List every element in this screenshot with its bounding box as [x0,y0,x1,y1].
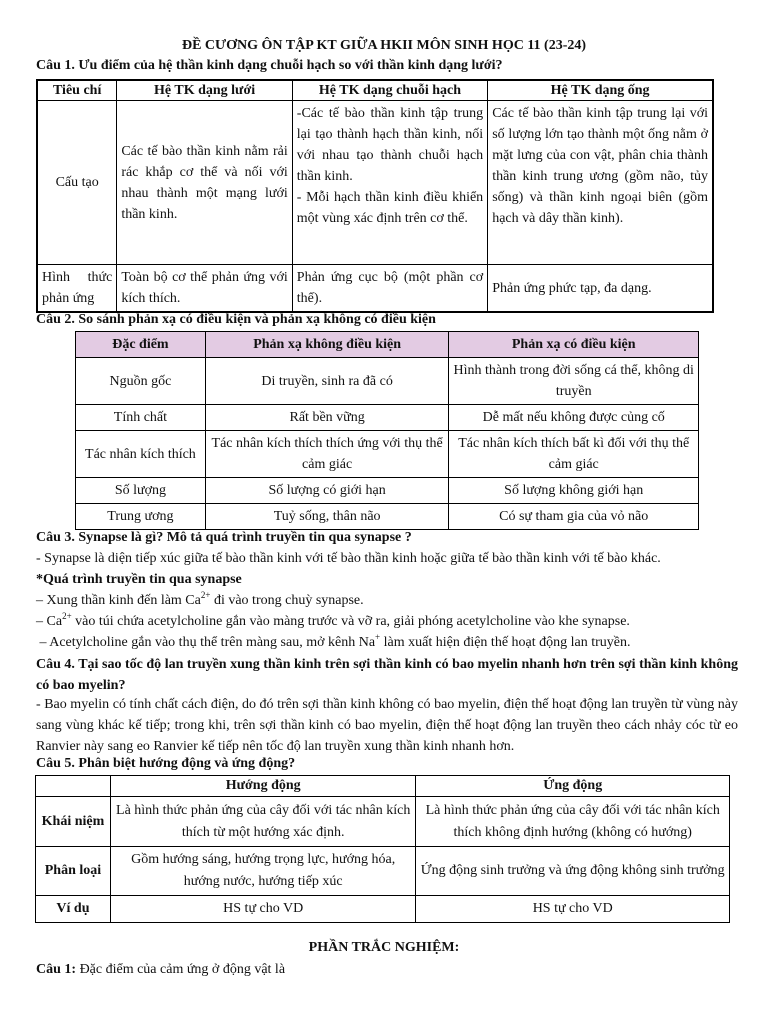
table-cell: Hình thành trong đời sống cá thể, không di truyền [449,358,699,405]
table-cell: Tác nhân kích thích [76,431,206,478]
step-text: đi vào trong chuỳ synapse. [210,593,364,608]
header-cell: Phản xạ không điều kiện [205,332,449,358]
question-text: Đặc điểm của cảm ứng ở động vật là [76,962,286,977]
table-row [36,797,730,847]
criterion-cell: Cấu tạo [37,101,117,265]
header-cell: Phản xạ có điều kiện [449,332,699,358]
step-text: làm xuất hiện điện thế hoạt động lan truyền. [380,635,631,650]
q1-comparison-table [36,79,714,313]
q4-answer: - Bao myelin có tính chất cách điện, do đó trên sợi thần kinh không có bao myelin, điện thế hoạt động lan truyền từ vùng này sang vùng khác kế tiếp; trong khi, trên sợi thần kinh có bao myelin, điện thế hoạt động lan truyền theo cách nhảy cóc từ eo Ranvier này sang eo Ranvier kế tiếp nên tốc độ lan truyền xung thần kinh nhanh hơn. [36,697,738,754]
table-cell: Di truyền, sinh ra đã có [205,358,449,405]
q3-heading: Câu 3. Synapse là gì? Mô tả quá trình truyền tin qua synapse ? [36,530,412,545]
q3-process-title: *Quá trình truyền tin qua synapse [36,572,242,587]
table-cell: Có sự tham gia của vỏ não [449,504,699,530]
mc-question-1 [36,962,285,978]
table-cell: Gồm hướng sáng, hướng trọng lực, hướng hóa, hướng nước, hướng tiếp xúc [110,847,416,896]
tube-cell: Các tế bào thần kinh tập trung lại với số lượng lớn tạo thành một ống nằm ở mặt lưng của con vật, phân chia thành thần kinh trung ương (gồm não, tủy sống) và thần kinh ngoại biên (gồm hạch và dây thần kinh). [488,101,713,265]
table-cell: HS tự cho VD [110,896,416,923]
ganglion-cell: -Các tế bào thần kinh tập trung lại tạo thành hạch thần kinh, nối với nhau tạo thành chuỗi hạch thần kinh. - Mỗi hạch thần kinh điều khiển một vùng xác định trên cơ thể. [292,101,487,265]
superscript: 2+ [62,611,72,621]
q3-definition: - Synapse là diện tiếp xúc giữa tế bào thần kinh với tế bào thần kinh hoặc giữa tế bào thần kinh với tế bào khác. [36,551,661,566]
step-text: – Acetylcholine gắn vào thụ thể trên màng sau, mở kênh Na [36,635,376,650]
q3-step-2 [36,611,630,630]
header-cell [36,776,111,797]
row-header-cell: Ví dụ [36,896,111,923]
ganglion-cell: Phản ứng cục bộ (một phần cơ thể). [292,265,487,313]
table-cell: Tính chất [76,405,206,431]
header-cell: Hướng động [110,776,416,797]
net-cell: Các tế bào thần kinh nằm rải rác khắp cơ thể và nối với nhau thành một mạng lưới thần kinh. [117,101,292,265]
table-row [37,265,713,313]
q2-reflex-table [75,331,699,530]
table-cell: Ứng động sinh trưởng và ứng động không sinh trưởng [416,847,730,896]
table-cell: Số lượng không giới hạn [449,478,699,504]
table-cell: Số lượng có giới hạn [205,478,449,504]
q3-step-3 [36,632,631,651]
header-cell: Hệ TK dạng ống [488,80,713,101]
table-header-row [76,332,699,358]
table-cell: Là hình thức phản ứng của cây đối với tác nhân kích thích từ một hướng xác định. [110,797,416,847]
document-title: ĐỀ CƯƠNG ÔN TẬP KT GIỮA HKII MÔN SINH HỌC 11 (23-24) [181,38,587,53]
superscript: + [375,632,381,642]
table-row [76,405,699,431]
table-row [76,504,699,530]
table-row [36,847,730,896]
table-row [76,358,699,405]
table-cell: Trung ương [76,504,206,530]
table-cell: Dễ mất nếu không được củng cố [449,405,699,431]
table-cell: Tác nhân kích thích thích ứng với thụ thể cảm giác [205,431,449,478]
table-row [76,478,699,504]
table-row [37,101,713,265]
row-header-cell: Khái niệm [36,797,111,847]
q1-heading: Câu 1. Ưu điểm của hệ thần kinh dạng chuỗi hạch so với thần kinh dạng lưới? [36,58,503,73]
table-row [76,431,699,478]
step-text: – Xung thần kinh đến làm Ca [36,593,201,608]
table-row [36,896,730,923]
q5-tropism-table [35,775,730,923]
table-cell: Rất bền vững [205,405,449,431]
table-cell: Tuỷ sống, thân não [205,504,449,530]
question-label: Câu 1: [36,962,77,977]
table-cell: Số lượng [76,478,206,504]
superscript: 2+ [200,590,211,600]
q3-step-1 [36,590,364,609]
q4-heading: Câu 4. Tại sao tốc độ lan truyền xung thần kinh trên sợi thần kinh có bao myelin nhanh hơn trên sợi thần kinh không có bao myelin? [36,657,738,693]
table-cell: Là hình thức phản ứng của cây đối với tác nhân kích thích không định hướng (không có hướng) [416,797,730,847]
header-cell: Hệ TK dạng chuỗi hạch [292,80,487,101]
q2-heading: Câu 2. So sánh phản xạ có điều kiện và phản xạ không có điều kiện [36,312,436,327]
table-cell: Tác nhân kích thích bất kì đối với thụ thể cảm giác [449,431,699,478]
table-header-row [37,80,713,101]
header-cell: Hệ TK dạng lưới [117,80,292,101]
header-cell: Ứng động [416,776,730,797]
header-cell: Đặc điểm [76,332,206,358]
q5-heading: Câu 5. Phân biệt hướng động và ứng động? [36,756,296,771]
table-cell: HS tự cho VD [416,896,730,923]
table-header-row [36,776,730,797]
header-cell: Tiêu chí [37,80,117,101]
table-cell: Nguồn gốc [76,358,206,405]
criterion-cell: Hình thức phản ứng [37,265,117,313]
row-header-cell: Phân loại [36,847,111,896]
net-cell: Toàn bộ cơ thể phản ứng với kích thích. [117,265,292,313]
tube-cell: Phản ứng phức tạp, đa dạng. [488,265,713,313]
mc-section-title: PHẦN TRẮC NGHIỆM: [308,940,460,955]
step-text: vào túi chứa acetylcholine gắn vào màng trước và vỡ ra, giải phóng acetylcholine vào khe synapse. [71,614,630,629]
step-text: – Ca [36,614,63,629]
